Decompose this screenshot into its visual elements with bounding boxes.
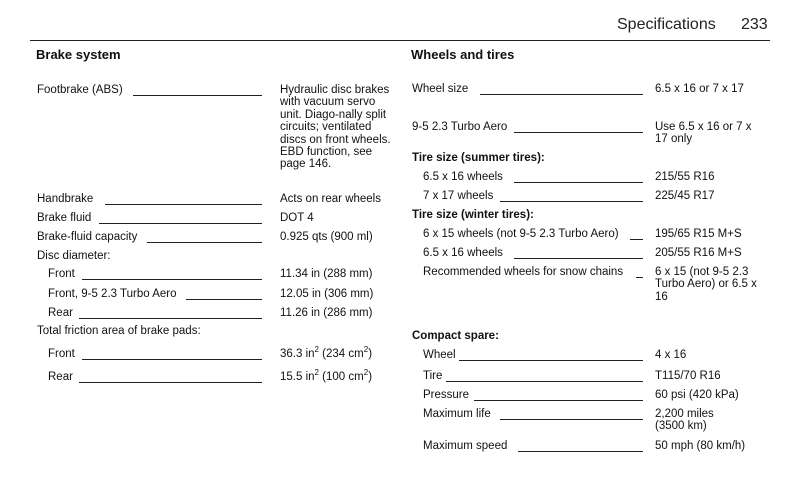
- friction-front-main: 36.3 in: [280, 348, 315, 360]
- leader-line: [79, 382, 262, 383]
- friction-rear-exp: 2: [314, 368, 319, 378]
- disc-rear-value: 11.26 in (286 mm): [280, 307, 373, 319]
- friction-area-heading: Total friction area of brake pads:: [37, 325, 201, 337]
- brake-system-heading: Brake system: [36, 47, 121, 62]
- leader-line: [514, 132, 643, 133]
- friction-rear-main: 15.5 in: [280, 371, 315, 383]
- page-number: 233: [741, 16, 768, 33]
- leader-line: [480, 94, 643, 95]
- wheel-size-value: 6.5 x 16 or 7 x 17: [655, 83, 744, 95]
- turbo-aero-label: 9-5 2.3 Turbo Aero: [412, 121, 508, 133]
- header-rule: [30, 40, 770, 41]
- summer-717-value: 225/45 R17: [655, 190, 715, 202]
- leader-line: [99, 223, 262, 224]
- leader-line: [630, 239, 643, 240]
- leader-line: [133, 95, 262, 96]
- wheel-size-label: Wheel size: [412, 83, 469, 95]
- brake-fluid-value: DOT 4: [280, 212, 314, 224]
- spare-tire-label: Tire: [423, 370, 443, 382]
- footbrake-label: Footbrake (ABS): [37, 84, 123, 96]
- friction-rear-metric: (100 cm: [318, 371, 364, 383]
- spare-pressure-value: 60 psi (420 kPa): [655, 389, 739, 401]
- friction-front-exp: 2: [314, 345, 319, 355]
- snow-chains-label: Recommended wheels for snow chains: [423, 266, 624, 278]
- disc-diameter-heading: Disc diameter:: [37, 250, 111, 262]
- leader-line: [500, 201, 643, 202]
- leader-line: [514, 182, 643, 183]
- winter-615-value: 195/65 R15 M+S: [655, 228, 742, 240]
- turbo-aero-value: Use 6.5 x 16 or 7 x 17 only: [655, 121, 752, 146]
- leader-line: [446, 381, 643, 382]
- winter-6516-label: 6.5 x 16 wheels: [423, 247, 503, 259]
- spare-max-life-label: Maximum life: [423, 408, 491, 420]
- brake-fluid-capacity-label: Brake-fluid capacity: [37, 231, 138, 243]
- disc-front-aero-value: 12.05 in (306 mm): [280, 288, 374, 300]
- spare-wheel-value: 4 x 16: [655, 349, 687, 361]
- summer-6516-label: 6.5 x 16 wheels: [423, 171, 503, 183]
- leader-line: [82, 359, 262, 360]
- leader-line: [518, 451, 643, 452]
- winter-6516-value: 205/55 R16 M+S: [655, 247, 742, 259]
- friction-front-metric-exp: 2: [363, 345, 369, 355]
- leader-line: [105, 204, 262, 205]
- spare-tire-value: T115/70 R16: [655, 370, 721, 382]
- friction-front-close: ): [368, 348, 373, 360]
- friction-front-label: Front: [48, 348, 75, 360]
- friction-front-metric: (234 cm: [318, 348, 364, 360]
- friction-rear-close: ): [368, 371, 373, 383]
- summer-6516-value: 215/55 R16: [655, 171, 715, 183]
- disc-front-value: 11.34 in (288 mm): [280, 268, 373, 280]
- footbrake-value: Hydraulic disc brakes with vacuum servo unit. Diago-nally split circuits; ventilated discs on front wheels. EBD function, see page 146.: [280, 84, 391, 171]
- winter-615-label: 6 x 15 wheels (not 9-5 2.3 Turbo Aero): [423, 228, 619, 240]
- spare-max-speed-label: Maximum speed: [423, 440, 508, 452]
- handbrake-label: Handbrake: [37, 193, 94, 205]
- leader-line: [186, 299, 262, 300]
- leader-line: [514, 258, 643, 259]
- leader-line: [79, 318, 262, 319]
- page-section-title: Specifications: [617, 16, 716, 33]
- leader-line: [474, 400, 643, 401]
- friction-rear-label: Rear: [48, 371, 73, 383]
- wheels-tires-heading: Wheels and tires: [411, 47, 515, 62]
- spare-pressure-label: Pressure: [423, 389, 470, 401]
- brake-fluid-label: Brake fluid: [37, 212, 92, 224]
- leader-line: [500, 419, 643, 420]
- spare-wheel-label: Wheel: [423, 349, 456, 361]
- disc-front-aero-label: Front, 9-5 2.3 Turbo Aero: [48, 288, 177, 300]
- handbrake-value: Acts on rear wheels: [280, 193, 381, 205]
- leader-line: [636, 277, 643, 278]
- snow-chains-value: 6 x 15 (not 9-5 2.3 Turbo Aero) or 6.5 x 16: [655, 266, 757, 303]
- leader-line: [147, 242, 262, 243]
- summer-tires-heading: Tire size (summer tires):: [412, 152, 545, 164]
- winter-tires-heading: Tire size (winter tires):: [412, 209, 534, 221]
- friction-front-value: [280, 345, 373, 360]
- friction-rear-metric-exp: 2: [363, 368, 369, 378]
- disc-front-label: Front: [48, 268, 75, 280]
- leader-line: [459, 360, 643, 361]
- leader-line: [82, 279, 262, 280]
- friction-rear-value: [280, 368, 373, 383]
- spare-max-speed-value: 50 mph (80 km/h): [655, 440, 746, 452]
- spare-max-life-value: 2,200 miles (3500 km): [655, 408, 714, 433]
- compact-spare-heading: Compact spare:: [412, 330, 499, 342]
- disc-rear-label: Rear: [48, 307, 73, 319]
- summer-717-label: 7 x 17 wheels: [423, 190, 494, 202]
- brake-fluid-capacity-value: 0.925 qts (900 ml): [280, 231, 373, 243]
